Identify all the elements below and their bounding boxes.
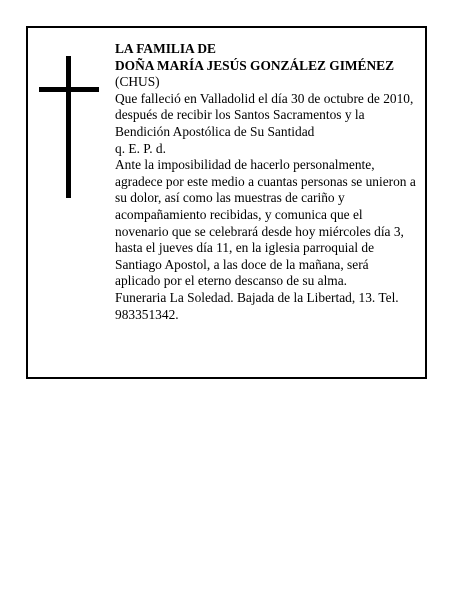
cross-icon bbox=[39, 56, 99, 198]
family-header: LA FAMILIA DE bbox=[115, 41, 216, 56]
notice-body-line: q. E. P. d. bbox=[115, 140, 166, 156]
notice-body-line: Que falleció en Valladolid el día 30 de octubre de 2010, bbox=[115, 90, 414, 106]
notice-body-line: aplicado por el eterno descanso de su alma. bbox=[115, 273, 348, 289]
deceased-nickname: (CHUS) bbox=[115, 74, 160, 90]
notice-body-line: hasta el jueves día 11, en la iglesia parroquial de bbox=[115, 240, 375, 256]
notice-text-block bbox=[115, 41, 423, 323]
obituary-notice bbox=[26, 26, 427, 379]
notice-body-line: Ante la imposibilidad de hacerlo personalmente, bbox=[115, 157, 375, 173]
notice-body-line: acompañamiento recibidas, y comunica que el bbox=[115, 206, 363, 222]
cross-horizontal-bar bbox=[39, 87, 99, 92]
deceased-name: DOÑA MARÍA JESÚS GONZÁLEZ GIMÉNEZ bbox=[115, 57, 395, 73]
notice-body-line: Bendición Apostólica de Su Santidad bbox=[115, 123, 315, 139]
notice-body-line: Santiago Apostol, a las doce de la mañana, será bbox=[115, 256, 369, 272]
notice-body-line: novenario que se celebrará desde hoy miércoles día 3, bbox=[115, 223, 404, 239]
notice-body-line: Funeraria La Soledad. Bajada de la Libertad, 13. Tel. bbox=[115, 289, 399, 305]
notice-body-line: 983351342. bbox=[115, 306, 179, 322]
notice-body-line: agradece por este medio a cuantas personas se unieron a bbox=[115, 173, 416, 189]
notice-body-line: después de recibir los Santos Sacramentos y la bbox=[115, 107, 365, 123]
cross-vertical-bar bbox=[66, 56, 71, 198]
notice-body-line: su dolor, así como las muestras de cariño y bbox=[115, 190, 345, 206]
